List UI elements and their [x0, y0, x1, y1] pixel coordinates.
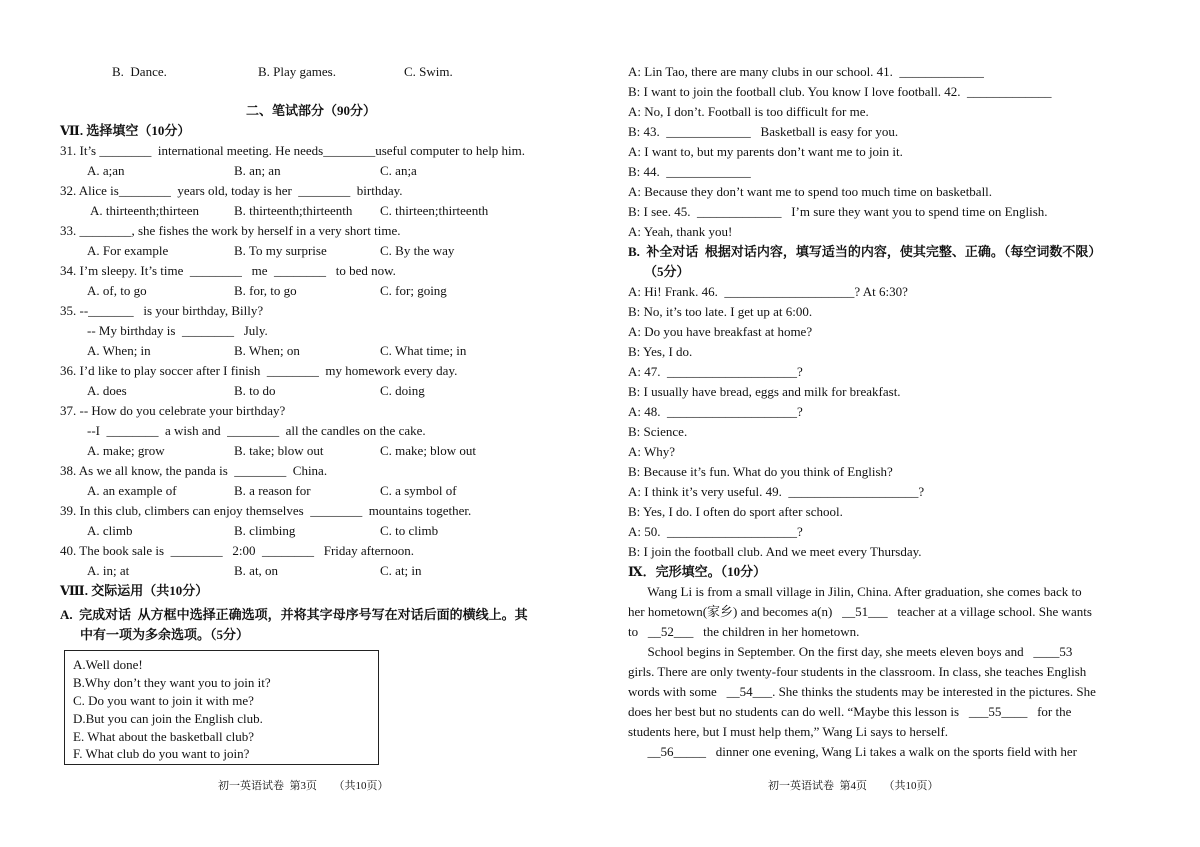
- q32-option-b: B. thirteenth;thirteenth: [234, 203, 353, 218]
- passage-line: Wang Li is from a small village in Jilin, China. After graduation, she comes back to: [628, 584, 1082, 599]
- dialog-b-line: B: No, it’s too late. I get up at 6:00.: [628, 304, 813, 319]
- question-31: 31. It’s ________ international meeting. He needs________useful computer to help him.: [60, 143, 526, 158]
- q32-option-c: C. thirteen;thirteenth: [380, 203, 489, 218]
- dialog-b-line: A: 47. ____________________?: [628, 364, 803, 379]
- dialog-a-line: B: 43. _____________ Basketball is easy for you.: [628, 124, 899, 139]
- dialog-b-line: A: Do you have breakfast at home?: [628, 324, 813, 339]
- q36-option-b: B. to do: [234, 383, 276, 398]
- q33-option-b: B. To my surprise: [234, 243, 327, 258]
- box-option-d: D.But you can join the English club.: [73, 711, 263, 726]
- dialog-b-line: A: Hi! Frank. 46. ____________________? At 6:30?: [628, 284, 908, 299]
- dialog-b-line: A: 50. ____________________?: [628, 524, 803, 539]
- q34-option-b: B. for, to go: [234, 283, 297, 298]
- q34-option-a: A. of, to go: [87, 283, 147, 298]
- q39-option-b: B. climbing: [234, 523, 296, 538]
- q38-option-a: A. an example of: [87, 483, 177, 498]
- dialog-b-line: B: Science.: [628, 424, 688, 439]
- q39-option-a: A. climb: [87, 523, 133, 538]
- section-8a-instruction: A. 完成对话 从方框中选择正确选项，并将其字母序号写在对话后面的横线上。其: [60, 607, 528, 622]
- dialog-a-line: B: I see. 45. _____________ I’m sure they want you to spend time on English.: [628, 204, 1048, 219]
- q40-option-b: B. at, on: [234, 563, 279, 578]
- box-option-e: E. What about the basketball club?: [73, 729, 254, 744]
- q40-option-c: C. at; in: [380, 563, 422, 578]
- q35-option-c: C. What time; in: [380, 343, 467, 358]
- dialog-b-line: A: Why?: [628, 444, 676, 459]
- top-option-b2: B. Play games.: [258, 64, 336, 79]
- section-b-instruction-line2: （5分）: [644, 264, 690, 279]
- q37-option-b: B. take; blow out: [234, 443, 324, 458]
- dialog-b-line: B: Yes, I do.: [628, 344, 693, 359]
- dialog-a-line: B: 44. _____________: [628, 164, 751, 179]
- dialog-b-line: A: 48. ____________________?: [628, 404, 803, 419]
- box-option-a: A.Well done!: [73, 657, 143, 672]
- q33-option-c: C. By the way: [380, 243, 455, 258]
- q34-option-c: C. for; going: [380, 283, 447, 298]
- dialog-a-line: A: I want to, but my parents don’t want me to join it.: [628, 144, 903, 159]
- q33-option-a: A. For example: [87, 243, 169, 258]
- dialog-b-line: B: I join the football club. And we meet every Thursday.: [628, 544, 922, 559]
- question-32: 32. Alice is________ years old, today is her ________ birthday.: [60, 183, 403, 198]
- question-39: 39. In this club, climbers can enjoy themselves ________ mountains together.: [60, 503, 472, 518]
- page-footer-left: 初一英语试卷 第3页 （共10页）: [218, 780, 389, 792]
- question-40: 40. The book sale is ________ 2:00 ________ Friday afternoon.: [60, 543, 414, 558]
- q31-option-b: B. an; an: [234, 163, 281, 178]
- q36-option-c: C. doing: [380, 383, 425, 398]
- options-box: [64, 650, 379, 765]
- q31-option-c: C. an;a: [380, 163, 417, 178]
- q32-option-a: A. thirteenth;thirteen: [90, 203, 200, 218]
- section-8a-instruction-line2: 中有一项为多余选项。（5分）: [80, 627, 250, 642]
- passage-line: does her best but no students can do well. “Maybe this lesson is ___55____ for the: [628, 704, 1072, 719]
- section-b-instruction: B. 补全对话 根据对话内容，填写适当的内容，使其完整、正确。（每空词数不限）: [628, 244, 1102, 259]
- dialog-a-line: A: Lin Tao, there are many clubs in our school. 41. _____________: [628, 64, 984, 79]
- q37-option-c: C. make; blow out: [380, 443, 477, 458]
- q36-option-a: A. does: [87, 383, 127, 398]
- section-written-title: 二、笔试部分（90分）: [246, 103, 377, 118]
- passage-line: girls. There are only twenty-four students in the classroom. In class, she teaches English: [628, 664, 1087, 679]
- passage-line: School begins in September. On the first day, she meets eleven boys and ____53: [628, 644, 1073, 659]
- top-option-c: C. Swim.: [404, 64, 453, 79]
- section-7-title: Ⅶ. 选择填空（10分）: [60, 123, 191, 138]
- dialog-b-line: B: I usually have bread, eggs and milk for breakfast.: [628, 384, 901, 399]
- page-footer-right: 初一英语试卷 第4页 （共10页）: [768, 780, 939, 792]
- question-33: 33. ________, she fishes the work by herself in a very short time.: [60, 223, 401, 238]
- dialog-a-line: A: No, I don’t. Football is too difficult for me.: [628, 104, 869, 119]
- q40-option-a: A. in; at: [87, 563, 130, 578]
- question-35: 35. --_______ is your birthday, Billy?: [60, 303, 264, 318]
- dialog-a-line: B: I want to join the football club. You know I love football. 42. _____________: [628, 84, 1052, 99]
- q38-option-b: B. a reason for: [234, 483, 311, 498]
- q35-option-b: B. When; on: [234, 343, 300, 358]
- box-option-c: C. Do you want to join it with me?: [73, 693, 254, 708]
- section-8-title: Ⅷ. 交际运用（共10分）: [60, 583, 209, 598]
- q38-option-c: C. a symbol of: [380, 483, 457, 498]
- section-9-title: Ⅸ．完形填空。（10分）: [628, 564, 767, 579]
- question-35-line2: -- My birthday is ________ July.: [87, 323, 268, 338]
- question-36: 36. I’d like to play soccer after I finish ________ my homework every day.: [60, 363, 458, 378]
- q39-option-c: C. to climb: [380, 523, 439, 538]
- question-38: 38. As we all know, the panda is ________ China.: [60, 463, 328, 478]
- question-37: 37. -- How do you celebrate your birthday?: [60, 403, 286, 418]
- dialog-a-line: A: Yeah, thank you!: [628, 224, 733, 239]
- passage-line: to __52___ the children in her hometown.: [628, 624, 860, 639]
- dialog-b-line: A: I think it’s very useful. 49. ____________________?: [628, 484, 925, 499]
- question-34: 34. I’m sleepy. It’s time ________ me ________ to bed now.: [60, 263, 396, 278]
- box-option-b: B.Why don’t they want you to join it?: [73, 675, 271, 690]
- q35-option-a: A. When; in: [87, 343, 151, 358]
- box-option-f: F. What club do you want to join?: [73, 746, 250, 761]
- passage-line: __56_____ dinner one evening, Wang Li takes a walk on the sports field with her: [628, 744, 1077, 759]
- dialog-a-line: A: Because they don’t want me to spend too much time on basketball.: [628, 184, 993, 199]
- passage-line: words with some __54___. She thinks the students may be interested in the pictures. She: [628, 684, 1096, 699]
- passage-line: her hometown(家乡) and becomes a(n) __51___ teacher at a village school. She wants: [628, 604, 1092, 619]
- passage-line: students here, but I must help them,” Wang Li says to herself.: [628, 724, 949, 739]
- q31-option-a: A. a;an: [87, 163, 125, 178]
- q37-option-a: A. make; grow: [87, 443, 165, 458]
- question-37-line2: --I ________ a wish and ________ all the candles on the cake.: [87, 423, 426, 438]
- top-option-b: B. Dance.: [112, 64, 167, 79]
- dialog-b-line: B: Because it’s fun. What do you think of English?: [628, 464, 893, 479]
- dialog-b-line: B: Yes, I do. I often do sport after school.: [628, 504, 843, 519]
